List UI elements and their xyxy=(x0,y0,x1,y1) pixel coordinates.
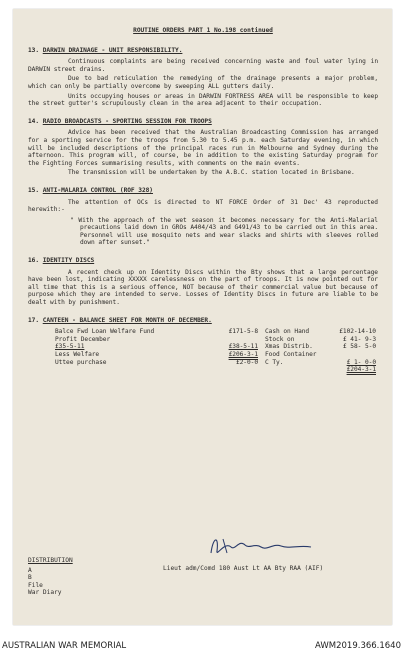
section-13 xyxy=(28,47,378,108)
section-17 xyxy=(28,317,378,409)
balance-sheet-value: £171-5-8 xyxy=(228,328,258,336)
canteen-balance-sheet xyxy=(28,328,378,408)
balance-sheet-label: Cash on Hand xyxy=(265,328,310,336)
section-title: DARWIN DRAINAGE - UNIT RESPONSIBILITY. xyxy=(42,46,183,54)
distribution-item: War Diary xyxy=(28,589,62,597)
paragraph: The transmission will be undertaken by the A.B.C. station located in Brisbane. xyxy=(68,169,355,177)
balance-sheet-left-labels xyxy=(55,328,205,366)
distribution-item: B xyxy=(28,574,32,582)
distribution-item: A xyxy=(28,566,32,574)
balance-sheet-label: Xmas Distrib. xyxy=(265,343,313,351)
balance-sheet-label: Less Welfare xyxy=(55,351,100,358)
balance-sheet-value: £ 1- 0-0 xyxy=(346,358,376,366)
signature-line: Lieut adm/Comd 180 Aust Lt AA Bty RAA (AIF) xyxy=(163,565,324,572)
document-page xyxy=(13,9,392,625)
quoted-order: " With the approach of the wet season it becomes necessary for the Anti-Malarial precautions laid down in GROs A404/43 and G491/43 to be carried out in this area. Personnel will use mosquito nets and wear slacks and shirts with sleeves rolled down after sunset." xyxy=(70,216,378,247)
section-number: 15. xyxy=(28,186,40,194)
balance-sheet-label: Profit December xyxy=(55,335,111,343)
section-heading xyxy=(28,187,378,195)
balance-sheet-label: Balce Fwd Loan Welfare Fund xyxy=(55,328,155,336)
footer-accession-number: AWM2019.366.1640 xyxy=(315,641,401,651)
section-14 xyxy=(28,118,378,177)
paragraph: Continuous complaints are being received concerning waste and foul water lying in DARWIN street drains. xyxy=(28,58,378,73)
footer-institution: AUSTRALIAN WAR MEMORIAL xyxy=(2,641,127,651)
document-title: ROUTINE ORDERS PART 1 No.198 continued xyxy=(133,27,273,34)
paragraph: Units occupying houses or areas in DARWIN FORTRESS AREA will be responsible to keep the street gutter's scrupulously clean in the area adjacent to their occupation. xyxy=(28,92,378,108)
balance-sheet-value: £ 58- 5-0 xyxy=(342,343,376,351)
section-title: RADIO BROADCASTS - SPORTING SESSION FOR TROOPS xyxy=(42,117,212,125)
distribution-list xyxy=(28,557,73,597)
balance-sheet-value: £ 41- 9-3 xyxy=(342,335,376,343)
balance-sheet-mid-values xyxy=(208,328,258,366)
section-heading xyxy=(28,47,378,55)
paragraph: Advice has been received that the Australian Broadcasting Commission has arranged for a sporting service for the troops from 5.30 to 5.45 p.m. each Saturday evening, in which will be included descriptions of the principal races run in Melbourne and Sydney during the afternoon. This program will, of course, be in addition to the existing Saturday program for the Fighting Forces summarising results, with comments on the main events. xyxy=(28,129,378,167)
section-15 xyxy=(28,187,378,247)
balance-sheet-value: £2-0-0 xyxy=(235,358,258,366)
balance-sheet-label: Food Container xyxy=(265,351,317,358)
section-number: 14. xyxy=(28,117,40,125)
section-heading xyxy=(28,317,378,325)
section-heading xyxy=(28,118,378,126)
archive-footer xyxy=(0,641,404,653)
paragraph: The attention of OCs is directed to NT FORCE Order of 31 Dec' 43 reproducted herewith:- xyxy=(28,198,378,214)
document-body xyxy=(28,27,378,418)
section-number: 13. xyxy=(28,46,40,54)
paragraph: Due to bad reticulation the remedying of the drainage presents a major problem, which can only be partially overcome by sweeping ALL gutters daily. xyxy=(28,75,378,90)
handwritten-signature xyxy=(203,531,323,565)
balance-sheet-right-labels xyxy=(265,328,327,366)
balance-sheet-right-values xyxy=(328,328,376,374)
balance-sheet-profit-value: £35-5-11 xyxy=(55,343,85,351)
section-heading xyxy=(28,257,378,265)
section-title: IDENTITY DISCS xyxy=(42,257,95,265)
balance-sheet-value: £102-14-10 xyxy=(339,328,376,336)
distribution-item: File xyxy=(28,581,43,589)
balance-sheet-subtotal: £38-5-11 xyxy=(228,343,258,351)
distribution-heading: DISTRIBUTION xyxy=(28,557,73,564)
paragraph: A recent check up on Identity Discs within the Bty shows that a large percentage have been lost, indicating XXXXX carelessness on the part of troops. It is now pointed out for all time that this is a serious offence, NOT because of their commercial value but because of purpose which they are intended to serve. Losses of Identity Discs in future are liable to be dealt with by punishment. xyxy=(28,268,378,307)
balance-sheet-label: Uttee purchase xyxy=(55,358,107,366)
section-16 xyxy=(28,257,378,307)
balance-sheet-subtotal: £206-3-1 xyxy=(228,351,258,358)
section-number: 17. xyxy=(28,316,40,324)
section-title: ANTI-MALARIA CONTROL (ROF 328) xyxy=(42,186,153,194)
balance-sheet-label: Stock on xyxy=(265,335,295,343)
section-title: CANTEEN - BALANCE SHEET FOR MONTH OF DECEMBER. xyxy=(42,316,212,324)
balance-sheet-total: £204-3-1 xyxy=(346,366,376,374)
section-number: 16. xyxy=(28,257,40,265)
balance-sheet-label: C Ty. xyxy=(265,358,284,366)
